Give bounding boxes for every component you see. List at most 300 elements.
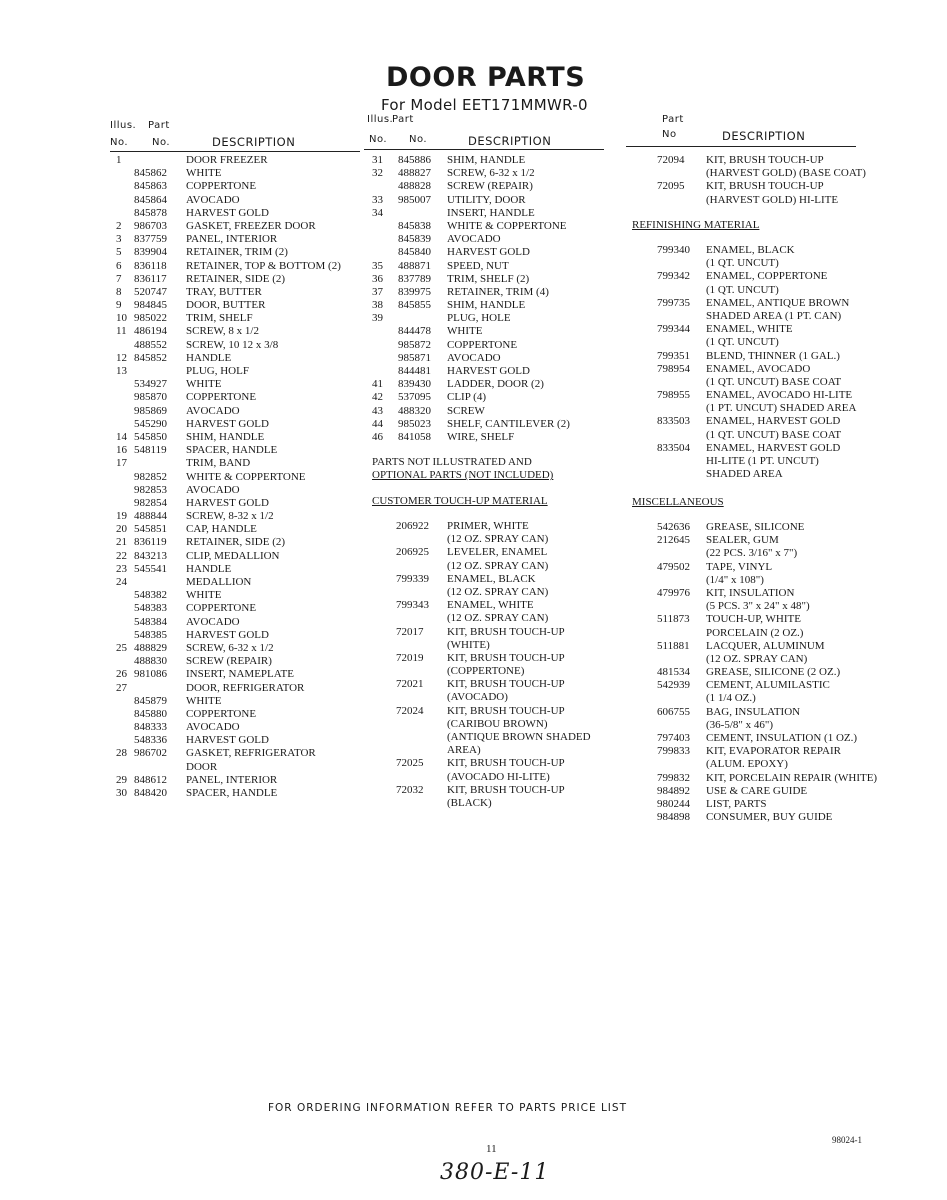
part-description: (AVOCADO) — [447, 691, 508, 704]
part-description: HI-LITE (1 PT. UNCUT) — [706, 455, 819, 467]
illus-number: 27 — [116, 681, 127, 694]
part-number: 845840 — [398, 246, 431, 259]
list-item — [396, 744, 606, 757]
part-description: (1 QT. UNCUT) — [706, 257, 779, 270]
list-item — [116, 695, 361, 708]
part-description: HARVEST GOLD — [186, 628, 269, 641]
part-description: PLUG, HOLE — [447, 312, 511, 325]
part-description: USE & CARE GUIDE — [706, 784, 808, 797]
list-item — [657, 180, 887, 193]
part-description: (HARVEST GOLD) (BASE COAT) — [706, 167, 866, 180]
part-description: HARVEST GOLD — [447, 365, 530, 377]
part-description: AVOCADO — [186, 615, 240, 628]
page-number: 11 — [486, 1143, 497, 1155]
part-description: PANEL, INTERIOR — [186, 773, 278, 786]
part-description: (1 QT. UNCUT) BASE COAT — [706, 428, 842, 441]
part-description: COPPERTONE — [186, 180, 257, 193]
part-number: 833504 — [657, 441, 690, 454]
part-description: ENAMEL, BLACK — [706, 244, 795, 256]
part-number: 845886 — [398, 154, 431, 166]
list-item — [657, 745, 887, 758]
list-item — [657, 468, 887, 481]
illus-number: 12 — [116, 351, 127, 364]
part-description: ENAMEL, HARVEST GOLD — [706, 415, 841, 428]
illus-number: 16 — [116, 444, 127, 457]
list-item — [657, 376, 887, 389]
part-number: 985007 — [398, 193, 431, 206]
list-item — [372, 339, 607, 352]
list-item — [396, 757, 606, 770]
part-number: 982852 — [134, 470, 167, 483]
col2-header-rule — [364, 149, 604, 150]
list-item — [372, 154, 607, 167]
list-item — [116, 787, 361, 800]
list-item — [657, 561, 887, 574]
part-number: 479502 — [657, 560, 690, 573]
list-item — [657, 692, 887, 705]
part-description: (12 OZ. SPRAY CAN) — [447, 533, 549, 546]
part-description: COPPERTONE — [186, 707, 257, 720]
list-item — [116, 563, 361, 576]
part-description: ENAMEL, AVOCADO HI-LITE — [706, 389, 853, 402]
part-number: 839975 — [398, 285, 431, 298]
list-item — [657, 798, 887, 811]
part-description: AREA) — [447, 744, 481, 757]
part-number: 982853 — [134, 483, 167, 496]
col1-header-part: Part — [148, 120, 170, 131]
part-description: LIST, PARTS — [706, 797, 767, 810]
part-number: 985871 — [398, 351, 431, 364]
illus-number: 46 — [372, 430, 383, 443]
part-number: 985023 — [398, 417, 431, 430]
part-number: 844481 — [398, 365, 431, 377]
part-description: AVOCADO — [186, 193, 240, 206]
list-item — [396, 731, 606, 744]
part-number: 984892 — [657, 784, 690, 797]
list-item — [396, 626, 606, 639]
part-description: PRIMER, WHITE — [447, 520, 529, 532]
part-number: 488320 — [398, 404, 431, 417]
part-number: 545290 — [134, 417, 167, 430]
list-item — [116, 457, 361, 470]
list-item — [396, 705, 606, 718]
part-description: WHITE — [186, 167, 222, 180]
part-number: 488830 — [134, 655, 167, 668]
list-item — [657, 666, 887, 679]
part-number: 548382 — [134, 589, 167, 602]
list-item — [116, 233, 361, 246]
part-number: 981086 — [134, 668, 167, 681]
part-description: RETAINER, SIDE (2) — [186, 536, 286, 549]
part-description: SPACER, HANDLE — [186, 787, 278, 799]
part-description: TOUCH-UP, WHITE — [706, 613, 801, 626]
part-number: 548383 — [134, 602, 167, 615]
list-item — [657, 785, 887, 798]
touchup-section-title — [372, 495, 607, 508]
illus-number: 7 — [116, 272, 122, 285]
illus-number: 44 — [372, 417, 383, 430]
illus-number: 19 — [116, 510, 127, 523]
col2-header-description: DESCRIPTION — [468, 134, 552, 148]
list-item — [657, 758, 887, 771]
list-item — [657, 363, 887, 376]
list-item — [116, 484, 361, 497]
part-description: HANDLE — [186, 351, 232, 364]
part-description: CLIP (4) — [447, 391, 487, 404]
illus-number: 38 — [372, 299, 383, 312]
part-number: 72094 — [657, 154, 685, 166]
list-item — [372, 418, 607, 431]
part-number: 799342 — [657, 270, 690, 283]
part-number: 486194 — [134, 325, 167, 338]
part-number: 985870 — [134, 391, 167, 404]
illus-number: 35 — [372, 259, 383, 272]
list-item — [116, 405, 361, 418]
part-number: 511881 — [657, 639, 690, 652]
list-item — [396, 771, 606, 784]
part-description: (12 OZ. SPRAY CAN) — [706, 652, 808, 665]
part-number: 799351 — [657, 349, 690, 362]
list-item — [116, 444, 361, 457]
part-description: (1 1/4 OZ.) — [706, 692, 756, 705]
illus-number: 24 — [116, 576, 127, 588]
illus-number: 9 — [116, 299, 122, 312]
illus-number: 37 — [372, 285, 383, 298]
list-item — [372, 246, 607, 259]
part-number: 488844 — [134, 510, 167, 523]
list-item — [396, 797, 606, 810]
illus-number: 20 — [116, 523, 127, 536]
list-item — [116, 431, 361, 444]
misc-section-title — [632, 496, 862, 509]
part-description: PORCELAIN (2 OZ.) — [706, 626, 804, 639]
list-item — [116, 220, 361, 233]
illus-number: 43 — [372, 404, 383, 417]
list-item — [657, 732, 887, 745]
part-description: HARVEST GOLD — [186, 496, 269, 509]
list-item — [116, 391, 361, 404]
illus-number: 23 — [116, 562, 127, 575]
list-item — [372, 391, 607, 404]
page-title: DOOR PARTS — [386, 62, 586, 93]
part-description: ENAMEL, WHITE — [706, 323, 793, 336]
col2-header-no: No. — [369, 134, 388, 145]
part-description: SHELF, CANTILEVER (2) — [447, 417, 570, 430]
part-number: 548336 — [134, 734, 167, 747]
list-item — [116, 286, 361, 299]
col1-header-illus: Illus. — [110, 120, 137, 131]
part-number: 984898 — [657, 811, 690, 824]
part-description: (12 OZ. SPRAY CAN) — [447, 585, 549, 598]
refinishing-section-title — [632, 219, 862, 232]
note-line-1: PARTS NOT ILLUSTRATED AND — [372, 456, 532, 468]
part-description: SCREW, 8 x 1/2 — [186, 325, 259, 338]
list-item — [657, 429, 887, 442]
part-description: (1 QT. UNCUT) BASE COAT — [706, 375, 842, 388]
list-item — [396, 665, 606, 678]
part-description: MEDALLION — [186, 576, 252, 588]
list-item — [657, 336, 887, 349]
part-number: 799832 — [657, 771, 690, 784]
illus-number: 33 — [372, 193, 383, 206]
part-description: SHIM, HANDLE — [447, 154, 526, 166]
list-item — [116, 352, 361, 365]
part-number: 836119 — [134, 536, 167, 549]
part-description: SHIM, HANDLE — [186, 430, 265, 443]
illus-number: 5 — [116, 246, 122, 259]
part-description: (1 QT. UNCUT) — [706, 336, 779, 349]
list-item — [116, 616, 361, 629]
list-item — [372, 233, 607, 246]
col2-header-part: Part — [392, 114, 414, 125]
part-number: 985869 — [134, 404, 167, 417]
part-description: LADDER, DOOR (2) — [447, 378, 544, 391]
list-item — [657, 194, 887, 207]
part-number: 799339 — [396, 572, 429, 585]
part-number: 848420 — [134, 787, 167, 799]
list-item — [657, 613, 887, 626]
part-description: KIT, BRUSH TOUCH-UP — [706, 154, 824, 166]
part-description: (36-5/8" x 46") — [706, 718, 774, 731]
part-number: 206925 — [396, 546, 429, 559]
part-description: KIT, INSULATION — [706, 586, 795, 599]
illus-number: 42 — [372, 391, 383, 404]
list-item — [396, 652, 606, 665]
list-item — [396, 718, 606, 731]
list-item — [396, 784, 606, 797]
part-description: (AVOCADO HI-LITE) — [447, 770, 550, 783]
part-number: 844478 — [398, 325, 431, 338]
list-item — [116, 154, 361, 167]
list-item — [396, 678, 606, 691]
part-number: 845878 — [134, 206, 167, 219]
part-number: 845862 — [134, 167, 167, 180]
list-item — [657, 574, 887, 587]
part-description: WHITE — [186, 589, 222, 602]
part-description: RETAINER, SIDE (2) — [186, 272, 286, 285]
part-description: TRIM, SHELF (2) — [447, 272, 530, 285]
part-description: CEMENT, ALUMILASTIC — [706, 679, 830, 692]
part-description: TRIM, SHELF — [186, 312, 253, 325]
part-description: (COPPERTONE) — [447, 665, 525, 678]
part-number: 799344 — [657, 323, 690, 336]
part-description: (HARVEST GOLD) HI-LITE — [706, 193, 839, 206]
part-number: 986703 — [134, 219, 167, 232]
list-item — [116, 312, 361, 325]
part-number: 986702 — [134, 747, 167, 760]
part-description: CONSUMER, BUY GUIDE — [706, 811, 833, 824]
part-description: GREASE, SILICONE (2 OZ.) — [706, 666, 841, 679]
part-number: 982854 — [134, 496, 167, 509]
list-item — [372, 312, 607, 325]
part-description: KIT, BRUSH TOUCH-UP — [447, 651, 565, 664]
part-description: ENAMEL, BLACK — [447, 572, 536, 585]
list-item — [116, 747, 361, 760]
part-description: (ALUM. EPOXY) — [706, 758, 788, 771]
illus-number: 2 — [116, 219, 122, 232]
part-description: TAPE, VINYL — [706, 560, 773, 573]
part-description: AVOCADO — [186, 483, 240, 496]
part-number: 845855 — [398, 299, 431, 312]
part-description: BLEND, THINNER (1 GAL.) — [706, 349, 840, 362]
part-number: 72017 — [396, 625, 424, 638]
list-item — [116, 378, 361, 391]
part-description: KIT, BRUSH TOUCH-UP — [447, 783, 565, 796]
part-description: CLIP, MEDALLION — [186, 549, 280, 562]
part-number: 833503 — [657, 415, 690, 428]
part-number: 206922 — [396, 520, 429, 532]
list-item — [372, 273, 607, 286]
list-item — [657, 167, 887, 180]
list-item — [116, 629, 361, 642]
part-description: (1/4" x 108") — [706, 573, 764, 586]
part-description: UTILITY, DOOR — [447, 193, 526, 206]
list-item — [116, 260, 361, 273]
list-item — [116, 734, 361, 747]
part-description: SPEED, NUT — [447, 259, 509, 272]
list-item — [396, 573, 606, 586]
part-number: 799343 — [396, 599, 429, 612]
part-number: 798954 — [657, 362, 690, 375]
part-number: 72021 — [396, 678, 424, 691]
illus-number: 25 — [116, 641, 127, 654]
illus-number: 34 — [372, 206, 383, 219]
part-number: 72032 — [396, 783, 424, 796]
part-description: (CARIBOU BROWN) — [447, 717, 548, 730]
part-description: (ANTIQUE BROWN SHADED — [447, 731, 591, 743]
part-number: 845880 — [134, 707, 167, 720]
part-number: 537095 — [398, 391, 431, 404]
part-description: DOOR, BUTTER — [186, 299, 266, 312]
not-illustrated-note — [372, 456, 607, 482]
part-number: 548385 — [134, 628, 167, 641]
list-item — [116, 774, 361, 787]
list-item — [396, 586, 606, 599]
illus-number: 29 — [116, 773, 127, 786]
list-item — [372, 431, 607, 444]
part-description: (BLACK) — [447, 796, 492, 809]
part-number: 839430 — [398, 378, 431, 391]
part-description: ENAMEL, WHITE — [447, 599, 534, 612]
part-number: 479976 — [657, 586, 690, 599]
part-number: 511873 — [657, 613, 690, 626]
illus-number: 14 — [116, 430, 127, 443]
part-description: SHADED AREA — [706, 468, 783, 481]
list-item — [657, 772, 887, 785]
illus-number: 11 — [116, 325, 127, 338]
part-description: HARVEST GOLD — [447, 246, 530, 259]
list-item — [396, 691, 606, 704]
part-number: 72024 — [396, 704, 424, 717]
part-number: 985872 — [398, 338, 431, 351]
list-item — [372, 365, 607, 378]
list-item — [657, 310, 887, 323]
list-item — [372, 207, 607, 220]
list-item — [657, 389, 887, 402]
col3-header-no: No — [662, 129, 677, 140]
list-item — [657, 323, 887, 336]
illus-number: 1 — [116, 154, 122, 166]
part-number: 839904 — [134, 246, 167, 259]
part-number: 848612 — [134, 773, 167, 786]
illus-number: 31 — [372, 154, 383, 166]
list-item — [372, 378, 607, 391]
list-item — [116, 167, 361, 180]
list-item — [657, 640, 887, 653]
part-number: 520747 — [134, 285, 167, 298]
illus-number: 13 — [116, 365, 127, 377]
part-description: SCREW, 8-32 x 1/2 — [186, 510, 274, 523]
part-description: KIT, BRUSH TOUCH-UP — [447, 757, 565, 770]
part-description: SCREW, 10 12 x 3/8 — [186, 338, 279, 351]
list-item — [116, 207, 361, 220]
part-description: HARVEST GOLD — [186, 417, 269, 430]
part-number: 837759 — [134, 233, 167, 246]
list-item — [657, 154, 887, 167]
part-description: KIT, BRUSH TOUCH-UP — [447, 704, 565, 717]
illus-number: 21 — [116, 536, 127, 549]
list-item — [116, 510, 361, 523]
col1-header-description: DESCRIPTION — [212, 135, 296, 149]
list-item — [116, 418, 361, 431]
part-number: 837789 — [398, 272, 431, 285]
col1-header-part-no: No. — [152, 137, 171, 148]
part-description: ENAMEL, AVOCADO — [706, 362, 811, 375]
part-description: AVOCADO — [447, 233, 501, 246]
part-number: 212645 — [657, 534, 690, 547]
part-number: 488827 — [398, 167, 431, 180]
list-item — [116, 642, 361, 655]
part-description: HARVEST GOLD — [186, 734, 269, 747]
list-item — [396, 546, 606, 559]
col3-header-rule — [626, 146, 856, 147]
list-item — [372, 260, 607, 273]
part-description: KIT, BRUSH TOUCH-UP — [447, 678, 565, 691]
list-item — [116, 602, 361, 615]
col1-header-no: No. — [110, 137, 129, 148]
refinishing-list — [657, 244, 887, 481]
part-description: ENAMEL, ANTIQUE BROWN — [706, 296, 850, 309]
list-item — [116, 655, 361, 668]
part-description: INSERT, NAMEPLATE — [186, 668, 294, 681]
list-item — [657, 455, 887, 468]
part-description: DOOR — [186, 760, 218, 773]
part-description: WHITE & COPPERTONE — [447, 219, 567, 232]
illus-number: 41 — [372, 378, 383, 391]
list-item — [372, 180, 607, 193]
list-item — [396, 520, 606, 533]
part-description: DOOR, REFRIGERATOR — [186, 681, 305, 694]
list-item — [657, 600, 887, 613]
list-item — [657, 284, 887, 297]
part-number: 985022 — [134, 312, 167, 325]
part-number: 72025 — [396, 757, 424, 770]
part-description: SEALER, GUM — [706, 534, 779, 547]
list-item — [372, 286, 607, 299]
part-description: RETAINER, TRIM (2) — [186, 246, 288, 259]
illus-number: 10 — [116, 312, 127, 325]
part-description: COPPERTONE — [447, 338, 518, 351]
part-description: INSERT, HANDLE — [447, 206, 535, 219]
part-description: PLUG, HOLF — [186, 365, 249, 377]
doc-code: 98024-1 — [832, 1135, 862, 1145]
part-description: WIRE, SHELF — [447, 430, 515, 443]
illus-number: 3 — [116, 233, 122, 246]
part-number: 980244 — [657, 797, 690, 810]
part-number: 488828 — [398, 180, 431, 193]
part-description: HANDLE — [186, 562, 232, 575]
touchup-title: CUSTOMER TOUCH-UP MATERIAL — [372, 495, 548, 507]
